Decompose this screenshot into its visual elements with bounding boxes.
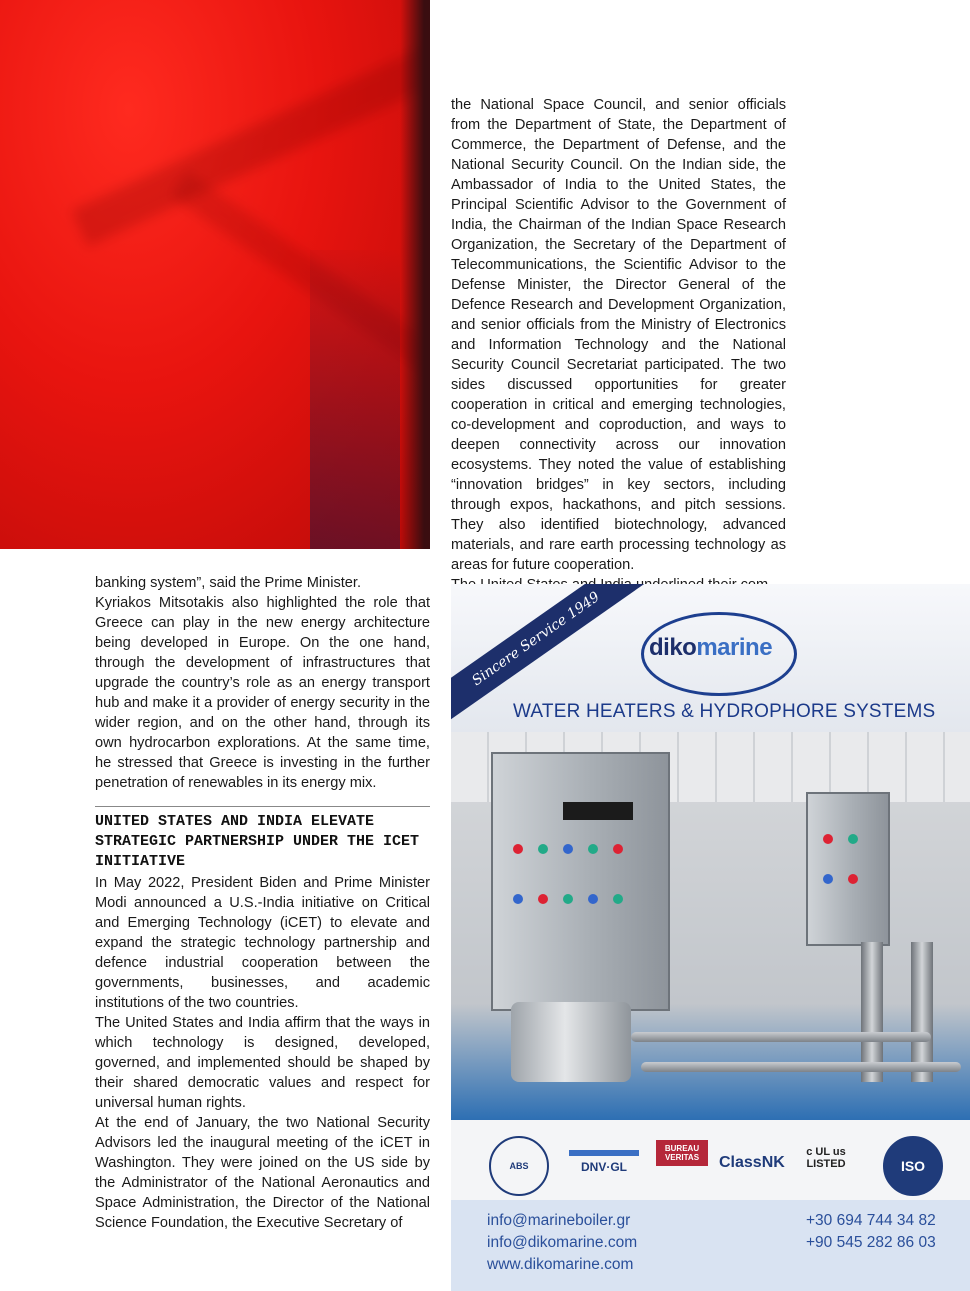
section-divider xyxy=(95,806,430,807)
pump-column xyxy=(911,942,933,1082)
dnv-gl-logo: DNV·GL xyxy=(569,1150,639,1174)
section-headline: UNITED STATES AND INDIA ELEVATE STRATEGIC PARTNERSHIP UNDER THE ICET INITIATIVE xyxy=(95,813,420,870)
contact-info xyxy=(451,1200,970,1291)
indicator-light xyxy=(613,844,623,854)
brand-logo xyxy=(649,634,772,662)
indicator-light xyxy=(588,844,598,854)
paragraph: banking system”, said the Prime Minister. xyxy=(95,575,362,591)
left-column-text xyxy=(95,573,430,793)
equipment-photo xyxy=(451,732,970,1120)
paragraph: At the end of January, the two National Security Advisors led the inaugural meeting of the iCET in Washington. They were joined on the US side by the Administrator of the National Aeronautics and Space Administration, the Director of the National Science Foundation, the Executive Secretary of xyxy=(95,1115,430,1231)
ad-ribbon: Sincere Service 1949 xyxy=(451,584,648,725)
red-fabric-photo xyxy=(0,0,430,549)
ad-header xyxy=(451,584,970,732)
indicator-light xyxy=(848,874,858,884)
paragraph: Kyriakos Mitsotakis also highlighted the role that Greece can play in the new energy architecture being developed in Europe. On the one hand, through the development of infrastructures that upgrade the country’s role as an energy transport hub and make it a provider of energy security in the wider region, and on the other hand, through its own hydrocarbon explorations. At the same time, he stressed that Greece is investing in the further penetration of renewables in its energy mix. xyxy=(95,595,430,791)
pipe xyxy=(631,1032,931,1042)
paragraph: In May 2022, President Biden and Prime Minister Modi announced a U.S.-India initiative on Critical and Emerging Technology (iCET) to elevate and expand the strategic technology partnership and defence industrial cooperation between the governments, businesses, and academic institutions of the two countries. xyxy=(95,875,430,1011)
photo-dark-edge xyxy=(400,0,430,549)
iso-logo: ISO xyxy=(883,1136,943,1196)
right-column-text xyxy=(451,95,786,595)
phone-number: +30 694 744 34 82 xyxy=(806,1212,936,1229)
paragraph: The United States and India affirm that the ways in which technology is designed, developed, governed, and implemented should be shaped by their shared democratic values and respect for universal human rights. xyxy=(95,1015,430,1111)
ul-listed-logo: c UL us LISTED xyxy=(806,1146,846,1170)
indicator-light xyxy=(823,874,833,884)
paragraph: the National Space Council, and senior officials from the Department of State, the Department of Commerce, the Department of Defense, and the National Security Council. On the Indian side, the Ambassador of India to the United States, the Principal Scientific Advisor to the Government of India, the Chairman of the Indian Space Research Organization, the Secretary of the Department of Telecommunications, the Scientific Advisor to the Defense Minister, the Director General of the Defence Research and Development Organization, and senior officials from the Ministry of Electronics and Information Technology and the National Security Council Secretariat participated. The two sides discussed opportunities for greater cooperation in critical and emerging technologies, co-development and coproduction, and ways to deepen connectivity across our innovation ecosystems. They noted the value of establishing “innovation bridges” in key sectors, including through expos, hackathons, and pitch sessions. They also identified biotechnology, advanced materials, and rare earth processing technology as areas for future cooperation. xyxy=(451,97,786,573)
brand-name-part: marine xyxy=(696,634,773,661)
indicator-light xyxy=(848,834,858,844)
dikomarine-advertisement[interactable] xyxy=(451,584,970,1291)
section-body xyxy=(95,873,430,1233)
classnk-logo: ClassNK xyxy=(719,1154,785,1171)
indicator-light xyxy=(613,894,623,904)
display-screen xyxy=(563,802,633,820)
indicator-light xyxy=(563,844,573,854)
phone-number: +90 545 282 86 03 xyxy=(806,1234,936,1251)
indicator-light xyxy=(823,834,833,844)
water-heater-tank xyxy=(511,1002,631,1082)
indicator-light xyxy=(588,894,598,904)
indicator-light xyxy=(513,844,523,854)
email-link[interactable]: info@marineboiler.gr xyxy=(487,1212,631,1229)
control-panel xyxy=(491,752,670,1011)
email-link[interactable]: info@dikomarine.com xyxy=(487,1234,638,1251)
control-panel xyxy=(806,792,890,946)
fabric-shadow xyxy=(310,250,400,549)
pump-column xyxy=(861,942,883,1082)
abs-logo: ABS xyxy=(489,1136,549,1196)
certification-logos xyxy=(451,1120,970,1200)
bureau-veritas-logo: BUREAU VERITAS xyxy=(656,1140,708,1166)
indicator-light xyxy=(563,894,573,904)
pipe xyxy=(641,1062,961,1072)
indicator-light xyxy=(538,894,548,904)
indicator-light xyxy=(538,844,548,854)
brand-name-part: diko xyxy=(649,634,697,661)
indicator-light xyxy=(513,894,523,904)
ad-title: WATER HEATERS & HYDROPHORE SYSTEMS xyxy=(513,701,936,722)
website-link[interactable]: www.dikomarine.com xyxy=(487,1256,634,1273)
